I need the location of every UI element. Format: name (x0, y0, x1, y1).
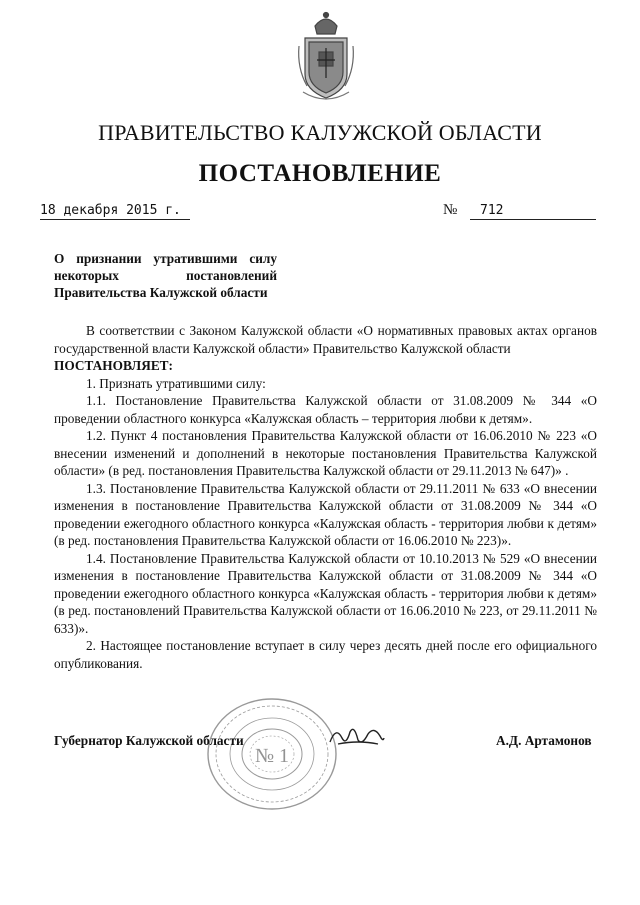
item-1: 1. Признать утратившими силу: (86, 375, 266, 391)
handwritten-signature-icon (328, 722, 386, 750)
document-type-title: ПОСТАНОВЛЕНИЕ (198, 160, 442, 187)
subject-line: О признании утратившими силу (54, 251, 277, 266)
date-underline (40, 219, 190, 220)
official-round-seal-icon (205, 696, 339, 812)
item-1-2: 1.2. Пункт 4 постановления Правительства Калужской области от 16.06.2010 № 223 «О внесении изменений и дополнений в некоторые постановления Правительства Калужской области» (в ред. постановления Правительства Калужской области от 29.11.2013 № 647)» . (54, 428, 597, 478)
kaluga-coat-of-arms-icon (295, 8, 357, 106)
item-2: 2. Настоящее постановление вступает в силу через десять дней после его официального опубликования. (54, 638, 597, 671)
government-name: ПРАВИТЕЛЬСТВО КАЛУЖСКОЙ ОБЛАСТИ (98, 120, 542, 145)
preamble-paragraph: В соответствии с Законом Калужской области «О нормативных правовых актах органов государственной власти Калужской области» Правительство Калужской области (54, 323, 597, 356)
number-sign: № (443, 202, 458, 218)
item-1-1: 1.1. Постановление Правительства Калужской области от 31.08.2009 № 344 «О проведении областного конкурса «Калужская область – территория любви к детям». (54, 393, 597, 426)
item-1-4: 1.4. Постановление Правительства Калужской области от 10.10.2013 № 529 «О внесении изменения в постановление Правительства Калужской области от 31.08.2009 № 344 «О проведении ежегодного областного конкурса «Калужская область - территория любви к детям» (в ред. постановлений Правительства Калужской области от 16.06.2010 № 223, от 29.11.2011 № 633)». (54, 550, 597, 636)
signer-name: А.Д. Артамонов (496, 733, 592, 748)
signer-title: Губернатор Калужской области (54, 733, 244, 748)
number-underline (470, 219, 596, 220)
resolves-heading: ПОСТАНОВЛЯЕТ: (54, 358, 173, 373)
document-subject (54, 250, 277, 301)
document-number: 712 (480, 203, 504, 218)
subject-line: Правительства Калужской области (54, 285, 268, 300)
item-1-3: 1.3. Постановление Правительства Калужской области от 29.11.2011 № 633 «О внесении изменения в постановление Правительства Калужской области от 31.08.2009 № 344 «О проведении ежегодного областного конкурса «Калужская область - территория любви к детям» (в ред. постановления Правительства Калужской области от 16.06.2010 № 223)». (54, 480, 597, 548)
document-body (54, 322, 597, 672)
seal-number: № 1 (254, 745, 290, 767)
document-date: 18 декабря 2015 г. (40, 203, 181, 218)
subject-line: некоторых постановлений (54, 268, 277, 283)
